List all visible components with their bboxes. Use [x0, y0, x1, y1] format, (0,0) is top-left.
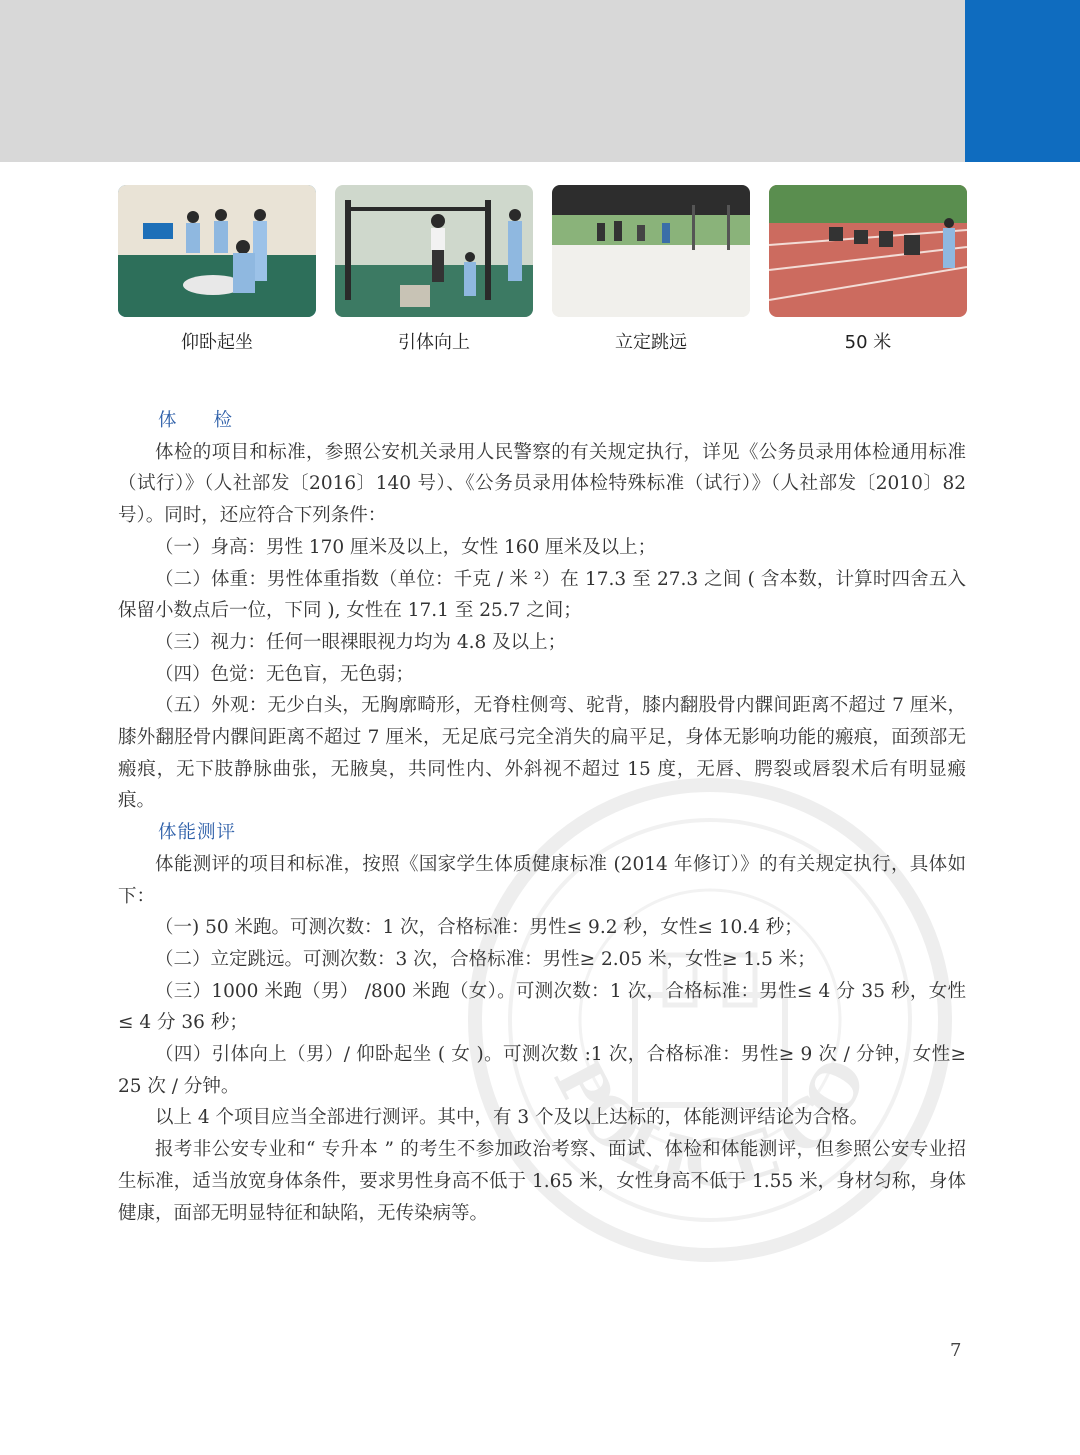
long-jump-caption: 立定跳远 — [615, 332, 687, 353]
fitness-test-item: （四）引体向上（男）/ 仰卧起坐 ( 女 )。可测次数 :1 次，合格标准：男性≥ 9 次 / 分钟，女性≥ 25 次 / 分钟。 — [118, 1044, 966, 1097]
long-jump-photo — [552, 185, 750, 317]
sit-up-caption: 仰卧起坐 — [181, 332, 253, 353]
physical-exam-intro: 体检的项目和标准，参照公安机关录用人民警察的有关规定执行，详见《公务员录用体检通用标准（试行）》（人社部发〔2016〕140 号）、《公务员录用体检特殊标准（试行）》（人社部发〔2010〕82 号）。同时，还应符合下列条件： — [118, 441, 966, 527]
fitness-test-intro: 体能测评的项目和标准，按照《国家学生体质健康标准 (2014 年修订）》的有关规定执行，具体如下： — [118, 853, 966, 907]
page-number: 7 — [950, 1340, 962, 1361]
header-accent-bar — [965, 0, 1080, 162]
fitness-test-item: （二）立定跳远。可测次数：3 次，合格标准：男性≥ 2.05 米，女性≥ 1.5 米； — [155, 948, 816, 970]
fitness-test-item: （三）1000 米跑（男） /800 米跑（女）。可测次数：1 次，合格标准：男性≤ 4 分 35 秒，女性≤ 4 分 36 秒； — [118, 980, 966, 1034]
fitness-test-conclusion: 以上 4 个项目应当全部进行测评。其中，有 3 个及以上达标的，体能测评结论为合格。 — [155, 1107, 869, 1129]
physical-exam-heading: 体 检 — [158, 410, 233, 431]
seal-text: POLICE CO — [538, 1046, 882, 1202]
pull-up-caption: 引体向上 — [398, 332, 470, 353]
physical-exam-item: （二）体重：男性体重指数（单位：千克 / 米 ²）在 17.3 至 27.3 之间 ( 含本数，计算时四舍五入保留小数点后一位，下同 ), 女性在 17.1 至 25.7 之间； — [118, 568, 966, 622]
fitness-test-heading: 体能测评 — [158, 822, 237, 844]
physical-exam-item: （五）外观：无少白头，无胸廓畸形，无脊柱侧弯、驼背，膝内翻股骨内髁间距离不超过 7 厘米，膝外翻胫骨内髁间距离不超过 7 厘米，无足底弓完全消失的扁平足，身体无影响功能的瘢痕，面颈部无瘢痕，无下肢静脉曲张，无腋臭，共同性内、外斜视不超过 15 度，无唇、腭裂或唇裂术后有明显瘢痕。 — [118, 695, 966, 812]
pull-up-photo — [335, 185, 533, 317]
fitness-test-item: （一) 50 米跑。可测次数：1 次，合格标准：男性≤ 9.2 秒，女性≤ 10.4 秒； — [155, 917, 803, 939]
header-band — [0, 0, 965, 162]
physical-exam-item: （四）色觉：无色盲，无色弱； — [155, 663, 415, 685]
physical-exam-item: （一）身高：男性 170 厘米及以上，女性 160 厘米及以上； — [155, 536, 657, 558]
physical-exam-item: （三）视力：任何一眼裸眼视力均为 4.8 及以上； — [155, 631, 567, 653]
non-police-major-note: 报考非公安专业和“ 专升本 ” 的考生不参加政治考察、面试、体检和体能测评，但参照公安专业招生标准，适当放宽身体条件，要求男性身高不低于 1.65 米，女性身高不低于 1.55 米，身材匀称，身体健康，面部无明显特征和缺陷，无传染病等。 — [118, 1139, 966, 1224]
sprint-photo — [769, 185, 967, 317]
main-content — [118, 405, 966, 1229]
sit-up-photo — [118, 185, 316, 317]
sprint-caption: 50 米 — [844, 332, 892, 353]
